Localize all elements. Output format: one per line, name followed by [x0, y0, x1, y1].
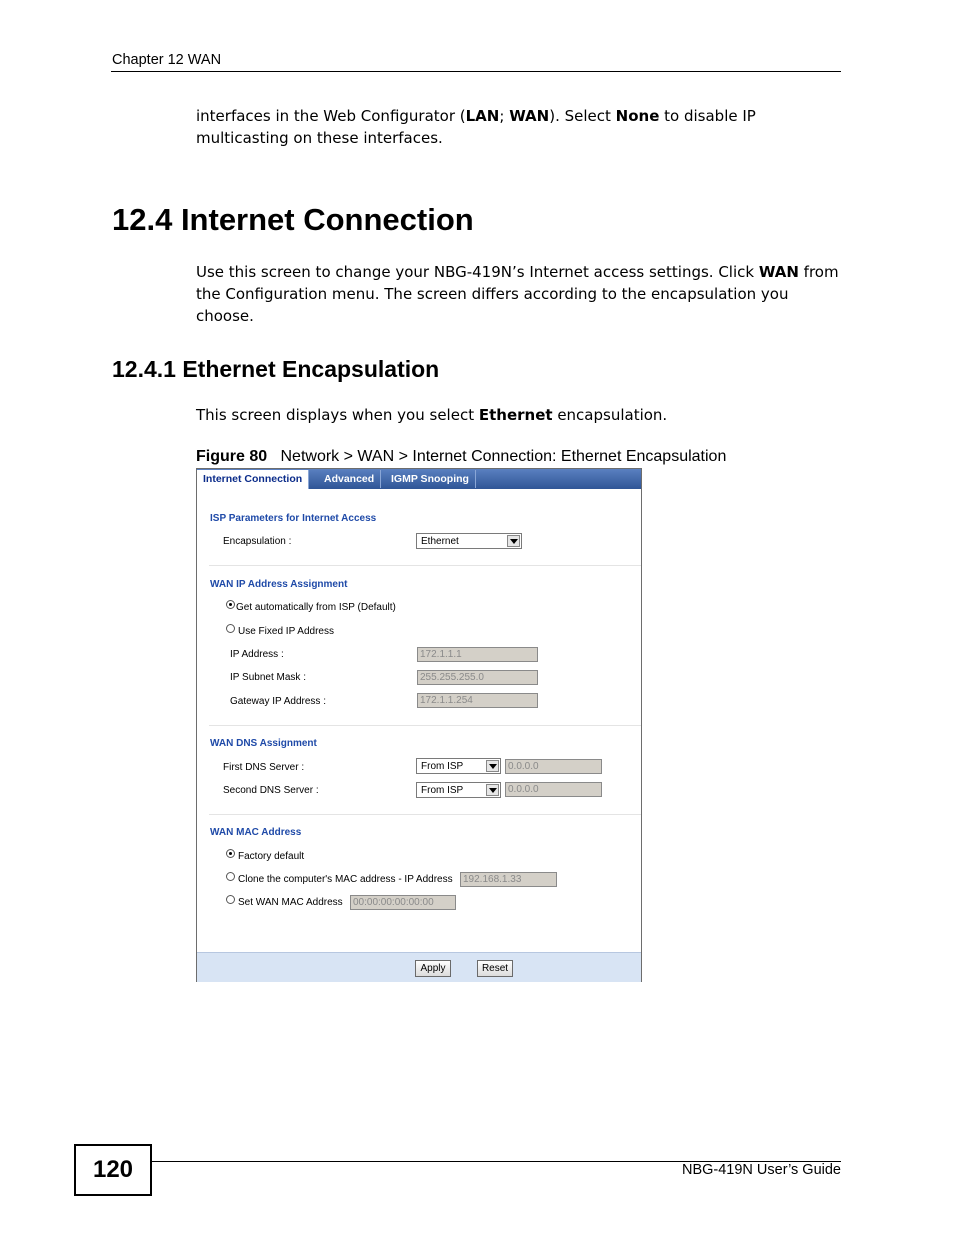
intro-paragraph: interfaces in the Web Configurator (LAN; WAN). Select None to disable IP multicasting on these interfaces. [196, 107, 756, 147]
chevron-down-icon [507, 535, 520, 547]
factory-default-label: Factory default [238, 851, 305, 862]
subnet-mask-label: IP Subnet Mask : [230, 672, 306, 683]
section-title: 12.4 Internet Connection [112, 202, 474, 237]
subsection-paragraph: This screen displays when you select Ethernet encapsulation. [196, 406, 668, 424]
subsection-title: 12.4.1 Ethernet Encapsulation [112, 356, 440, 382]
second-dns-mode-select[interactable]: From ISP [416, 782, 501, 798]
encapsulation-select[interactable]: Ethernet [416, 533, 522, 549]
radio-clone-mac[interactable] [226, 872, 235, 881]
subnet-mask-input[interactable]: 255.255.255.0 [417, 670, 538, 685]
divider [209, 565, 641, 566]
set-mac-label: Set WAN MAC Address [238, 897, 343, 908]
apply-button[interactable]: Apply [415, 960, 451, 977]
get-automatically-label: Get automatically from ISP (Default) [236, 602, 396, 613]
header-rule [111, 71, 841, 72]
second-dns-input[interactable]: 0.0.0.0 [505, 782, 602, 797]
radio-factory-default[interactable] [226, 849, 235, 858]
wan-dns-section-title: WAN DNS Assignment [210, 738, 317, 749]
tab-bar [197, 469, 641, 489]
clone-ip-input[interactable]: 192.168.1.33 [460, 872, 557, 887]
chevron-down-icon [486, 784, 499, 796]
tab-igmp-snooping[interactable]: IGMP Snooping [385, 470, 476, 488]
ip-address-input[interactable]: 172.1.1.1 [417, 647, 538, 662]
encapsulation-label: Encapsulation : [223, 536, 292, 547]
isp-section-title: ISP Parameters for Internet Access [210, 513, 377, 524]
gateway-input[interactable]: 172.1.1.254 [417, 693, 538, 708]
use-fixed-ip-label: Use Fixed IP Address [238, 626, 334, 637]
tab-advanced[interactable]: Advanced [318, 470, 381, 488]
second-dns-label: Second DNS Server : [223, 785, 319, 796]
tab-internet-connection[interactable]: Internet Connection [197, 470, 309, 489]
reset-button[interactable]: Reset [477, 960, 513, 977]
radio-use-fixed-ip[interactable] [226, 624, 235, 633]
chevron-down-icon [486, 760, 499, 772]
first-dns-input[interactable]: 0.0.0.0 [505, 759, 602, 774]
divider [209, 814, 641, 815]
gateway-label: Gateway IP Address : [230, 696, 326, 707]
radio-set-mac[interactable] [226, 895, 235, 904]
wan-ip-section-title: WAN IP Address Assignment [210, 579, 348, 590]
section-paragraph: Use this screen to change your NBG-419N’s Internet access settings. Click WAN from the Configuration menu. The screen differs according to the encapsulation you choose. [196, 263, 839, 325]
button-bar [197, 952, 641, 982]
figure-caption: Figure 80 Network > WAN > Internet Connection: Ethernet Encapsulation [196, 448, 727, 465]
page-number: 120 [74, 1144, 152, 1196]
ip-address-label: IP Address : [230, 649, 284, 660]
wan-mac-section-title: WAN MAC Address [210, 827, 302, 838]
guide-title: NBG-419N User’s Guide [681, 1162, 841, 1178]
radio-get-automatically[interactable] [226, 600, 235, 609]
set-mac-input[interactable]: 00:00:00:00:00:00 [350, 895, 456, 910]
first-dns-label: First DNS Server : [223, 762, 305, 773]
first-dns-mode-select[interactable]: From ISP [416, 758, 501, 774]
chapter-header: Chapter 12 WAN [112, 52, 222, 68]
clone-mac-label: Clone the computer's MAC address - IP Address [238, 874, 453, 885]
wan-config-screenshot [196, 468, 642, 982]
divider [209, 725, 641, 726]
